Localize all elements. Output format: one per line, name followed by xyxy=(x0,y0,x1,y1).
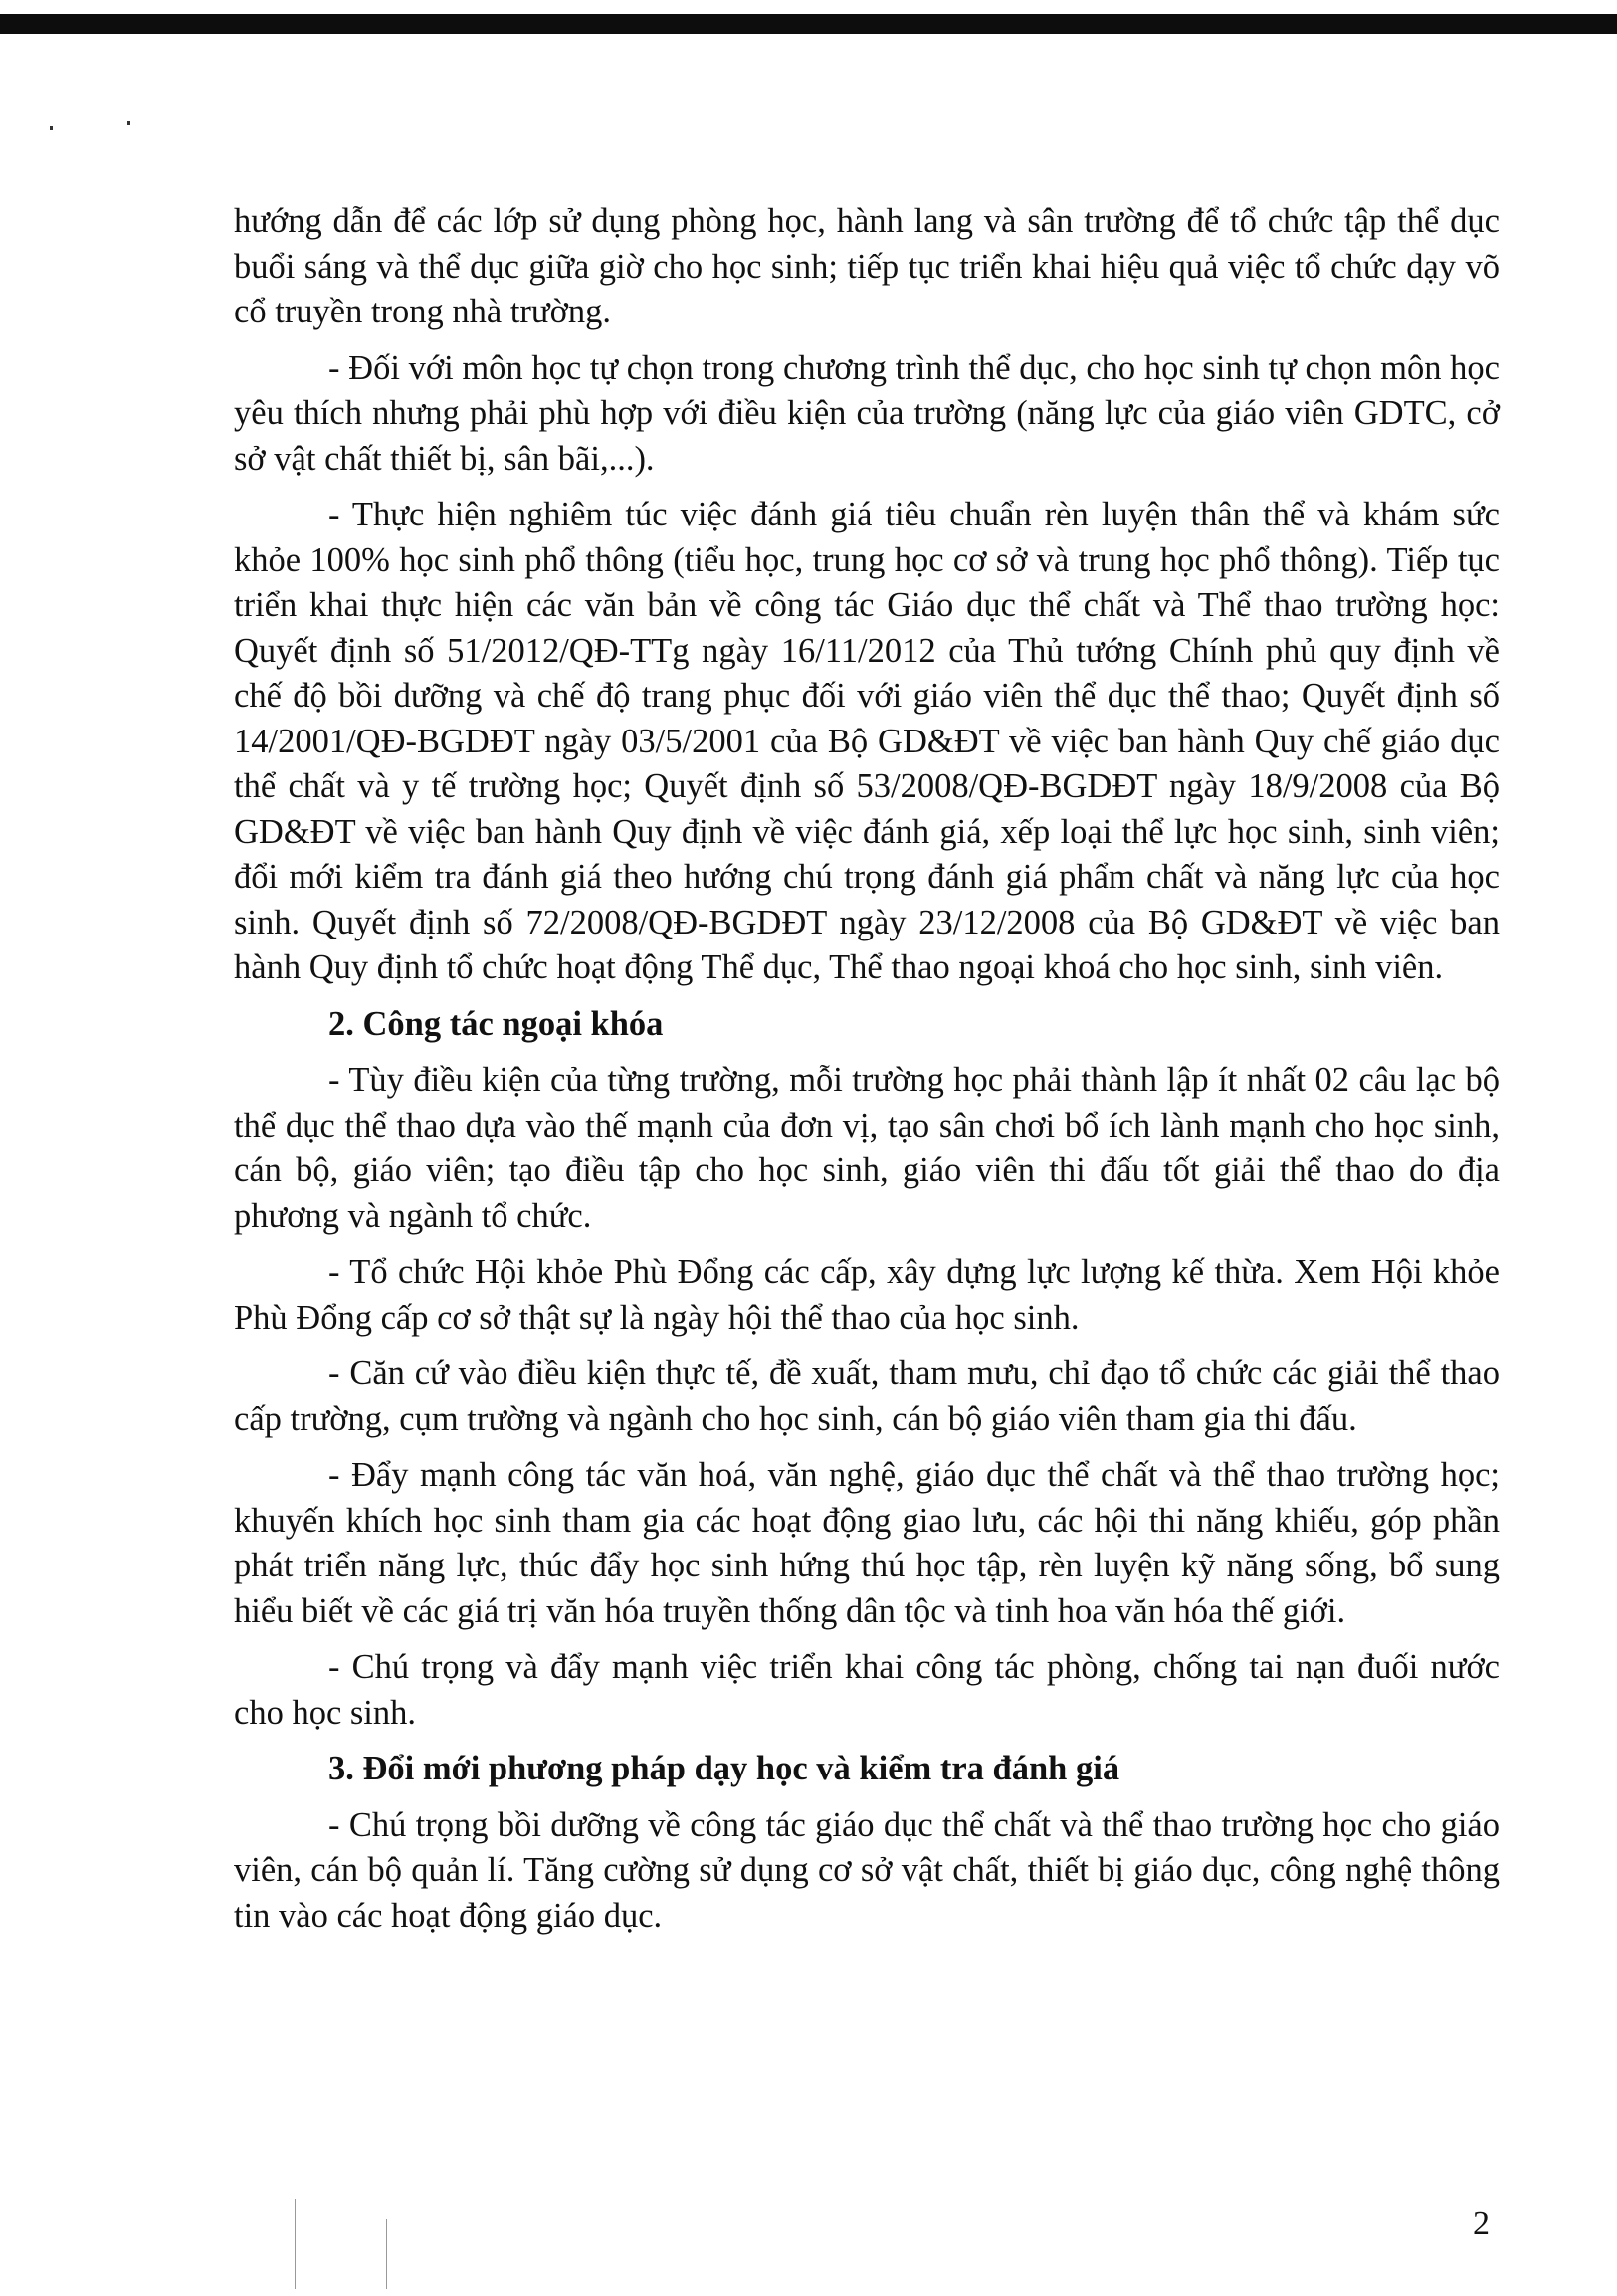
paragraph-fitness-assessment: - Thực hiện nghiêm túc việc đánh giá tiêu chuẩn rèn luyện thân thể và khám sức khỏe 100% học sinh phổ thông (tiểu học, trung học cơ sở và trung học phổ thông). Tiếp tục triển khai thực hiện các văn bản về công tác Giáo dục thể chất và Thể thao trường học: Quyết định số 51/2012/QĐ-TTg ngày 16/11/2012 của Thủ tướng Chính phủ quy định về chế độ bồi dưỡng và chế độ trang phục đối với giáo viên thể dục thể thao; Quyết định số 14/2001/QĐ-BGDĐT ngày 03/5/2001 của Bộ GD&ĐT về việc ban hành Quy chế giáo dục thể chất và y tế trường học; Quyết định số 53/2008/QĐ-BGDĐT ngày 18/9/2008 của Bộ GD&ĐT về việc ban hành Quy định về việc đánh giá, xếp loại thể lực học sinh, sinh viên; đổi mới kiểm tra đánh giá theo hướng chú trọng đánh giá phẩm chất và năng lực của học sinh. Quyết định số 72/2008/QĐ-BGDĐT ngày 23/12/2008 của Bộ GD&ĐT về việc ban hành Quy định tổ chức hoạt động Thể dục, Thể thao ngoại khoá cho học sinh, sinh viên. xyxy=(234,496,1500,986)
paragraph-culture-arts: - Đẩy mạnh công tác văn hoá, văn nghệ, giáo dục thể chất và thể thao trường học; khuyến khích học sinh tham gia các hoạt động giao lưu, các hội thi năng khiếu, góp phần phát triển năng lực, thúc đẩy học sinh hứng thú học tập, rèn luyện kỹ năng sống, bổ sung hiểu biết về các giá trị văn hóa truyền thống dân tộc và tinh hoa văn hóa thế giới. xyxy=(234,1456,1500,1630)
paragraph-drowning-prevention: - Chú trọng và đẩy mạnh việc triển khai công tác phòng, chống tai nạn đuối nước cho học sinh. xyxy=(234,1648,1500,1732)
section-heading-teaching-methods: 3. Đổi mới phương pháp dạy học và kiểm tra đánh giá xyxy=(328,1750,1120,1787)
paragraph-school-tournaments: - Căn cứ vào điều kiện thực tế, đề xuất, tham mưu, chỉ đạo tổ chức các giải thể thao cấp trường, cụm trường và ngành cho học sinh, cán bộ giáo viên tham gia thi đấu. xyxy=(234,1355,1500,1438)
scan-speck xyxy=(127,121,130,125)
paragraph-continuation: hướng dẫn để các lớp sử dụng phòng học, hành lang và sân trường để tổ chức tập thể dục buổi sáng và thể dục giữa giờ cho học sinh; tiếp tục triển khai hiệu quả việc tổ chức dạy võ cổ truyền trong nhà trường. xyxy=(234,202,1500,330)
paragraph-phu-dong-games: - Tổ chức Hội khỏe Phù Đổng các cấp, xây dựng lực lượng kế thừa. Xem Hội khỏe Phù Đổng cấp cơ sở thật sự là ngày hội thể thao của học sinh. xyxy=(234,1253,1500,1337)
section-heading-extracurricular: 2. Công tác ngoại khóa xyxy=(328,1004,664,1043)
document-body xyxy=(234,199,1500,1939)
paragraph-elective-subjects: - Đối với môn học tự chọn trong chương trình thể dục, cho học sinh tự chọn môn học yêu thích nhưng phải phù hợp với điều kiện của trường (năng lực của giáo viên GDTC, cở sở vật chất thiết bị, sân bãi,...). xyxy=(234,348,1500,478)
scan-top-border xyxy=(0,14,1617,34)
scan-artifact-line xyxy=(386,2219,387,2289)
paragraph-teacher-training: - Chú trọng bồi dưỡng về công tác giáo dục thể chất và thể thao trường học cho giáo viên, cán bộ quản lí. Tăng cường sử dụng cơ sở vật chất, thiết bị giáo dục, công nghệ thông tin vào các hoạt động giáo dục. xyxy=(234,1805,1500,1935)
scan-speck xyxy=(50,126,53,130)
scan-artifact-line xyxy=(295,2199,296,2289)
paragraph-sports-clubs: - Tùy điều kiện của từng trường, mỗi trường học phải thành lập ít nhất 02 câu lạc bộ thể dục thể thao dựa vào thế mạnh của đơn vị, tạo sân chơi bổ ích lành mạnh cho học sinh, cán bộ, giáo viên; tạo điều tập cho học sinh, giáo viên thi đấu tốt giải thể thao do địa phương và ngành tổ chức. xyxy=(234,1061,1500,1235)
page-number: 2 xyxy=(1473,2205,1490,2242)
